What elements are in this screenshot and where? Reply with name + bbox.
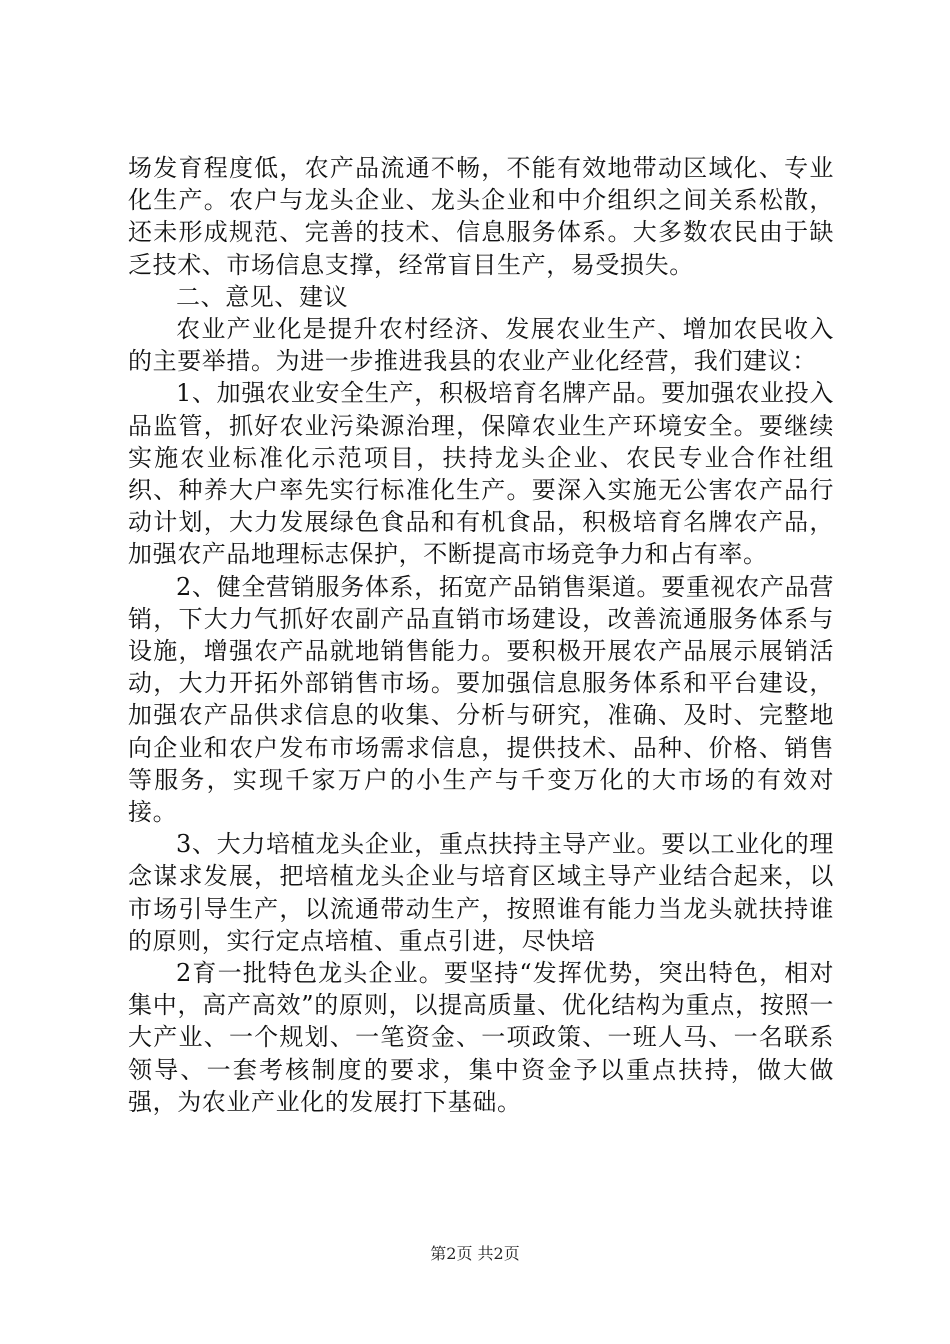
document-body (128, 152, 834, 1118)
paragraph-item-3-continued: 2育一批特色龙头企业。要坚持“发挥优势，突出特色，相对集中，高产高效”的原则，以提高质量、优化结构为重点，按照一大产业、一个规划、一笔资金、一项政策、一班人马、一名联系领导、一套考核制度的要求，集中资金予以重点扶持，做大做强，为农业产业化的发展打下基础。 (128, 959, 834, 1116)
page-footer: 第2页 共2页 (430, 1244, 520, 1263)
paragraph-item-1: 1、加强农业安全生产，积极培育名牌产品。要加强农业投入品监管，抓好农业污染源治理，保障农业生产环境安全。要继续实施农业标准化示范项目，扶持龙头企业、农民专业合作社组织、种养大户率先实行标准化生产。要深入实施无公害农产品行动计划，大力发展绿色食品和有机食品，积极培育名牌农产品，加强农产品地理标志保护，不断提高市场竞争力和占有率。 (128, 379, 834, 569)
paragraph-continuation: 场发育程度低，农产品流通不畅，不能有效地带动区域化、专业化生产。农户与龙头企业、龙头企业和中介组织之间关系松散，还未形成规范、完善的技术、信息服务体系。大多数农民由于缺乏技术、市场信息支撑，经常盲目生产，易受损失。 (128, 154, 834, 279)
section-heading: 二、意见、建议 (176, 282, 349, 311)
paragraph-item-2: 2、健全营销服务体系，拓宽产品销售渠道。要重视农产品营销，下大力气抓好农副产品直销市场建设，改善流通服务体系与设施，增强农产品就地销售能力。要积极开展农产品展示展销活动，大力开拓外部销售市场。要加强信息服务体系和平台建设，加强农产品供求信息的收集、分析与研究，准确、及时、完整地向企业和农户发布市场需求信息，提供技术、品种、价格、销售等服务，实现千家万户的小生产与千变万化的大市场的有效对接。 (128, 572, 834, 827)
paragraph-item-3: 3、大力培植龙头企业，重点扶持主导产业。要以工业化的理念谋求发展，把培植龙头企业与培育区域主导产业结合起来，以市场引导生产，以流通带动生产，按照谁有能力当龙头就扶持谁的原则，实行定点培植、重点引进，尽快培 (128, 830, 834, 955)
paragraph-intro: 农业产业化是提升农村经济、发展农业生产、增加农民收入的主要举措。为进一步推进我县的农业产业化经营，我们建议： (128, 315, 834, 376)
